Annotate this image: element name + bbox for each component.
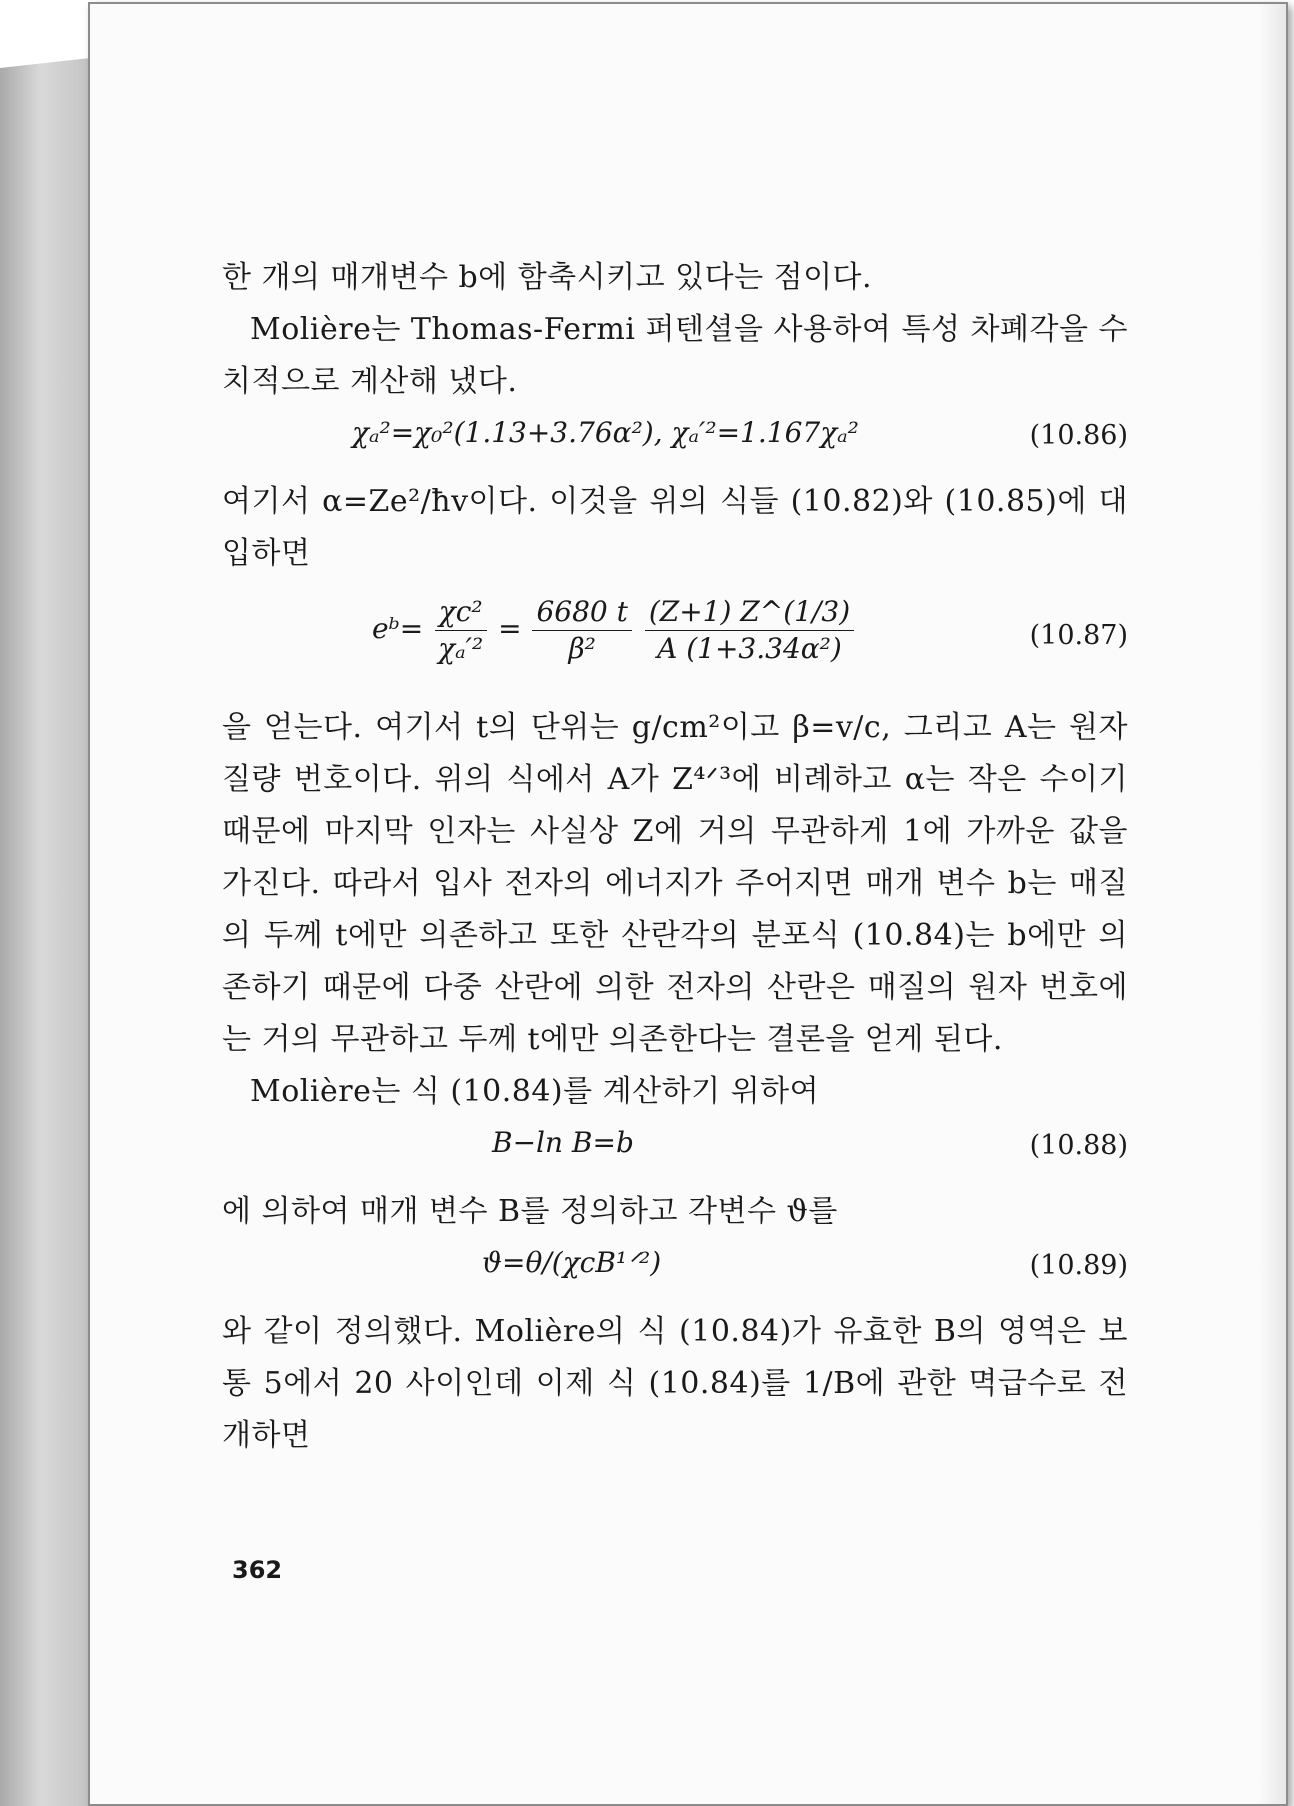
equation-10-87-number: (10.87) <box>1029 620 1128 651</box>
equation-10-88-number: (10.88) <box>1029 1130 1128 1161</box>
paragraph-1: 한 개의 매개변수 b에 함축시키고 있다는 점이다. <box>222 260 873 295</box>
eq87-fraction-z-numerator: (Z+1) Z^(1/3) <box>645 596 854 631</box>
equation-10-89-body: ϑ=θ/(χcB¹ᐟ²) <box>482 1246 662 1279</box>
equation-10-89-number: (10.89) <box>1029 1250 1128 1281</box>
paragraph-2: Molière는 Thomas-Fermi 퍼텐셜을 사용하여 특성 차폐각을 수치적으로 계산해 냈다. <box>222 312 1128 399</box>
book-spine-edge <box>0 58 90 1806</box>
eq87-fraction-z-denominator: A (1+3.34α²) <box>657 632 842 665</box>
eq87-fraction-6680t-denominator: β² <box>568 632 596 665</box>
paragraph-7: 와 같이 정의했다. Molière의 식 (10.84)가 유효한 B의 영역은 보통 5에서 20 사이인데 이제 식 (10.84)를 1/B에 관한 멱급수로 전개하면 <box>222 1314 1128 1453</box>
eq87-fraction-chi <box>434 596 487 665</box>
eq87-fraction-6680t <box>532 596 631 665</box>
paragraph-5: Molière는 식 (10.84)를 계산하기 위하여 <box>250 1074 820 1109</box>
equation-10-87-body <box>372 596 856 665</box>
eq87-fraction-chi-numerator: χc² <box>435 596 487 631</box>
page-number: 362 <box>232 1556 283 1584</box>
equation-10-87 <box>222 582 1128 700</box>
eq87-equals: = <box>498 612 522 645</box>
paragraph-4: 을 얻는다. 여기서 t의 단위는 g/cm²이고 β=v/c, 그리고 A는 원자 질량 번호이다. 위의 식에서 A가 Z⁴ᐟ³에 비례하고 α는 작은 수이기 때문에 마지막 인자는 사실상 Z에 거의 무관하게 1에 가까운 값을 가진다. 따라서 입사 전자의 에너지가 주어지면 매개 변수 b는 매질의 두께 t에만 의존하고 또한 산란각의 분포식 (10.84)는 b에만 의존하기 때문에 다중 산란에 의한 전자의 산란은 매질의 원자 번호에는 거의 무관하고 두께 t에만 의존한다는 결론을 얻게 된다. <box>222 710 1128 1057</box>
page-shadow <box>1258 4 1286 1804</box>
paragraph-3: 여기서 α=Ze²/ħv이다. 이것을 위의 식들 (10.82)와 (10.85)에 대입하면 <box>222 484 1128 571</box>
eq87-fraction-6680t-numerator: 6680 t <box>532 596 631 631</box>
equation-10-86 <box>222 410 1128 474</box>
paragraph-6: 에 의하여 매개 변수 B를 정의하고 각변수 ϑ를 <box>222 1194 838 1229</box>
equation-10-86-number: (10.86) <box>1029 420 1128 451</box>
equation-10-88-body: B−ln B=b <box>492 1126 634 1159</box>
eq87-fraction-chi-denominator: χₐ′² <box>438 632 484 665</box>
eq87-fraction-z <box>645 596 854 665</box>
equation-10-89 <box>222 1240 1128 1304</box>
page-text <box>222 252 1128 1462</box>
equation-10-88 <box>222 1120 1128 1184</box>
equation-10-86-body: χₐ²=χ₀²(1.13+3.76α²), χₐ′²=1.167χₐ² <box>352 416 859 449</box>
eq87-lhs: eᵇ= <box>372 612 424 645</box>
